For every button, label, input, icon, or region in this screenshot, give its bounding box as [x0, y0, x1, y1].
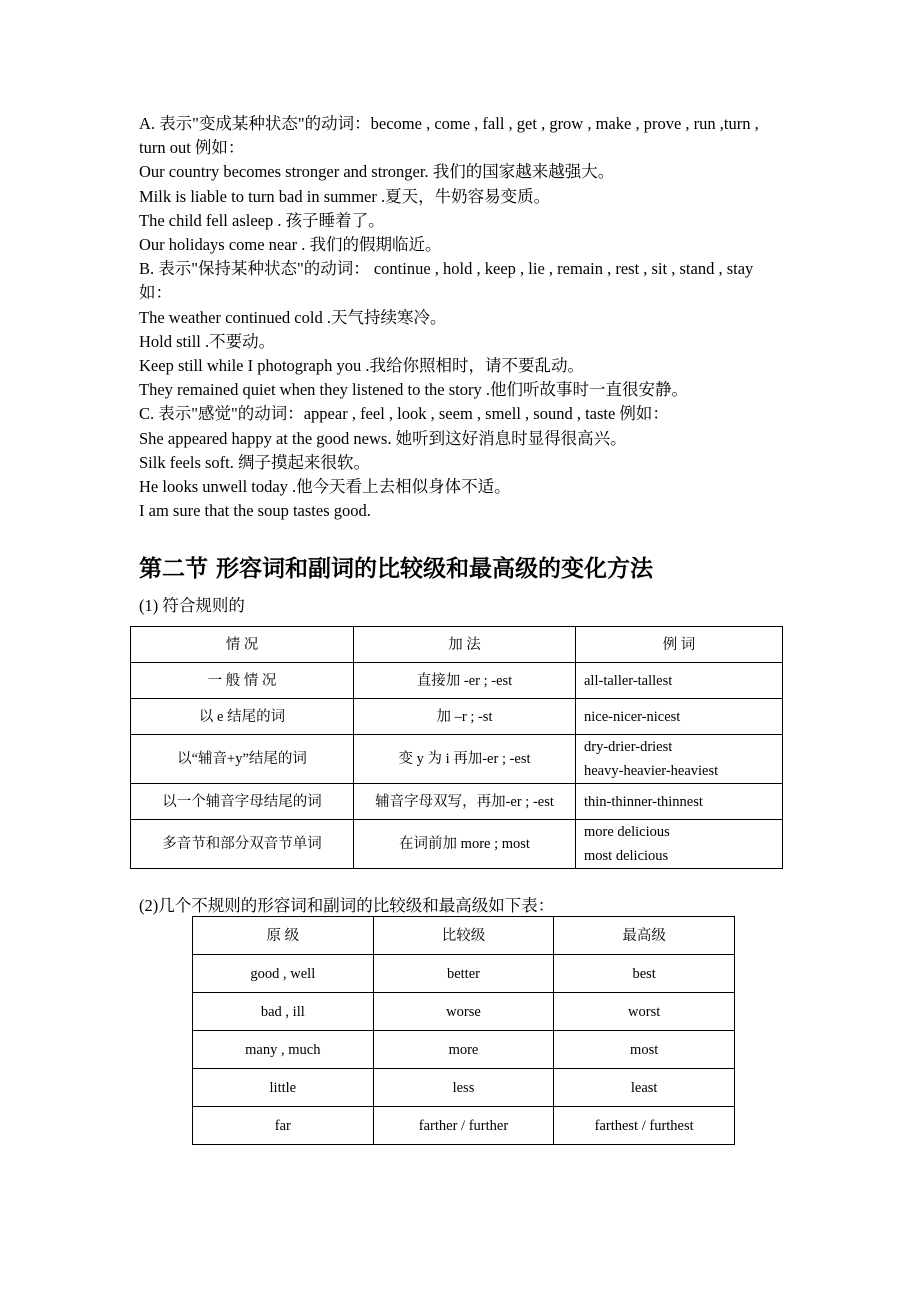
example-word: all-taller-tallest: [584, 672, 673, 689]
case-cell: 以一个辅音字母结尾的词: [131, 784, 354, 820]
case-cell: 一 般 情 况: [131, 663, 354, 699]
example-sentence: He looks unwell today .他今天看上去相似身体不适。: [139, 477, 511, 497]
irregular-forms-label: (2)几个不规则的形容词和副词的比较级和最高级如下表：: [139, 896, 555, 915]
example-word: most delicious: [584, 848, 669, 864]
example-sentence: I am sure that the soup tastes good.: [139, 501, 371, 521]
example-sentence: Milk is liable to turn bad in summer .夏天，牛奶容易变质。: [139, 186, 551, 206]
header-cell: 例 词: [576, 627, 783, 663]
table-row: [193, 1107, 735, 1145]
example-word: heavy-heavier-heaviest: [584, 763, 719, 779]
paragraph-a-heading: A. 表示"变成某种状态"的动词：become , come , fall , get , grow , make , prove , run ,turn , turn out 例如：: [139, 114, 759, 158]
example-sentence: They remained quiet when they listened to the story .他们听故事时一直很安静。: [139, 380, 688, 400]
examples-cell: [576, 663, 783, 699]
superlative-cell: farthest / furthest: [554, 1107, 735, 1145]
paragraph-b-heading: B. 表示"保持某种状态"的动词： continue , hold , keep , lie , remain , rest , sit , stand , stay 如：: [139, 259, 754, 303]
comparative-cell: more: [373, 1031, 554, 1069]
examples-cell: [576, 784, 783, 820]
example-sentence: Hold still .不要动。: [139, 331, 276, 351]
example-sentence: She appeared happy at the good news. 她听到这好消息时显得很高兴。: [139, 428, 627, 448]
superlative-cell: worst: [554, 993, 735, 1031]
comparative-cell: farther / further: [373, 1107, 554, 1145]
comparative-cell: less: [373, 1069, 554, 1107]
header-cell: 加 法: [354, 627, 576, 663]
positive-cell: good , well: [193, 955, 374, 993]
header-cell: 情 况: [131, 627, 354, 663]
table-row: [131, 663, 783, 699]
linking-verbs-section: [139, 112, 789, 523]
regular-comparison-table: [130, 626, 783, 869]
example-sentence: The weather continued cold .天气持续寒冷。: [139, 307, 447, 327]
method-cell: 在词前加 more ; most: [354, 820, 576, 869]
positive-cell: bad , ill: [193, 993, 374, 1031]
example-word: dry-drier-driest: [584, 739, 673, 755]
header-cell: 最高级: [554, 917, 735, 955]
method-cell: 辅音字母双写，再加-er ; -est: [354, 784, 576, 820]
irregular-comparison-table: [192, 916, 735, 1145]
example-word: more delicious: [584, 824, 670, 840]
case-cell: 多音节和部分双音节单词: [131, 820, 354, 869]
positive-cell: far: [193, 1107, 374, 1145]
method-cell: 加 –r ; -st: [354, 699, 576, 735]
method-cell: 直接加 -er ; -est: [354, 663, 576, 699]
superlative-cell: least: [554, 1069, 735, 1107]
example-sentence: Keep still while I photograph you .我给你照相时，请不要乱动。: [139, 356, 585, 376]
positive-cell: little: [193, 1069, 374, 1107]
example-word: nice-nicer-nicest: [584, 708, 681, 725]
superlative-cell: best: [554, 955, 735, 993]
examples-cell: [576, 820, 783, 869]
table-row: [193, 1031, 735, 1069]
example-sentence: Silk feels soft. 绸子摸起来很软。: [139, 452, 370, 472]
table-row: [131, 735, 783, 784]
example-sentence: The child fell asleep . 孩子睡着了。: [139, 210, 385, 230]
examples-cell: [576, 735, 783, 784]
example-sentence: Our holidays come near . 我们的假期临近。: [139, 235, 442, 255]
table-row: [131, 699, 783, 735]
table-row: [193, 1069, 735, 1107]
regular-rules-label: (1) 符合规则的: [139, 596, 245, 615]
paragraph-c-heading: C. 表示"感觉"的动词：appear , feel , look , seem , smell , sound , taste 例如：: [139, 404, 669, 424]
table-row: [131, 820, 783, 869]
header-cell: 比较级: [373, 917, 554, 955]
positive-cell: many , much: [193, 1031, 374, 1069]
example-word: thin-thinner-thinnest: [584, 793, 703, 810]
example-sentence: Our country becomes stronger and stronger. 我们的国家越来越强大。: [139, 162, 615, 182]
case-cell: 以“辅音+y”结尾的词: [131, 735, 354, 784]
table-row: [193, 993, 735, 1031]
case-cell: 以 e 结尾的词: [131, 699, 354, 735]
section-heading: 第二节 形容词和副词的比较级和最高级的变化方法: [139, 556, 654, 582]
table-header-row: [193, 917, 735, 955]
comparative-cell: better: [373, 955, 554, 993]
superlative-cell: most: [554, 1031, 735, 1069]
comparative-cell: worse: [373, 993, 554, 1031]
examples-cell: [576, 699, 783, 735]
table-header-row: [131, 627, 783, 663]
table-row: [131, 784, 783, 820]
header-cell: 原 级: [193, 917, 374, 955]
method-cell: 变 y 为 i 再加-er ; -est: [354, 735, 576, 784]
table-row: [193, 955, 735, 993]
